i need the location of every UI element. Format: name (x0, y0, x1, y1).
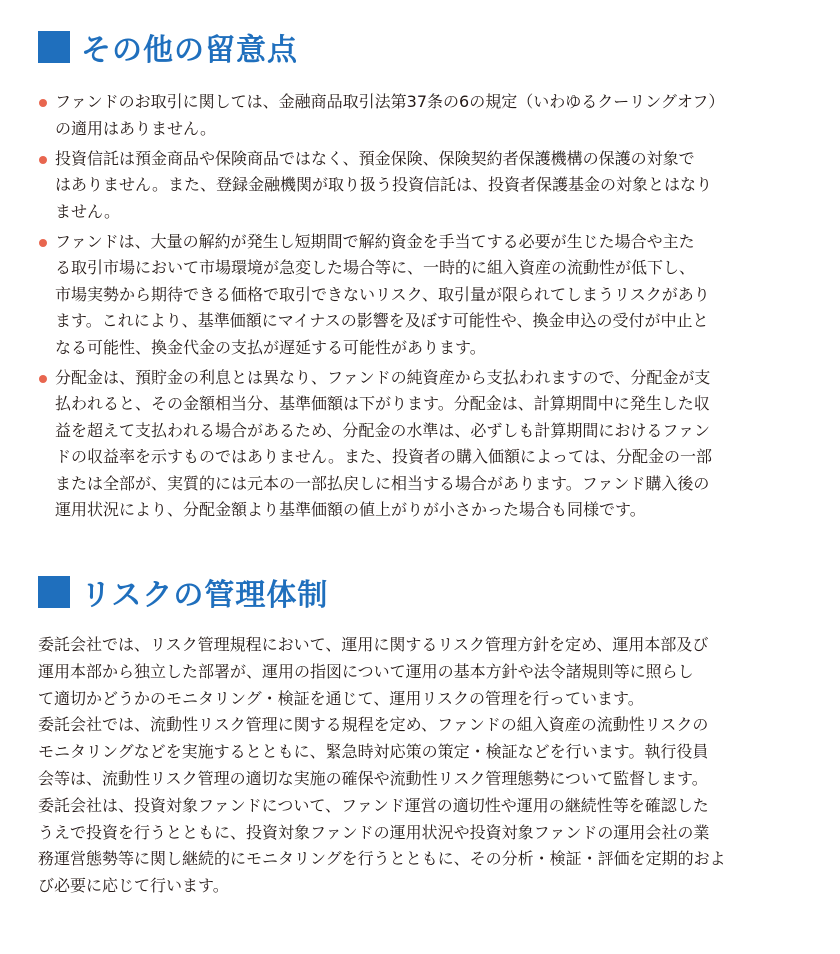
text-line: 益を超えて支払われる場合があるため、分配金の水準は、必ずしも計算期間におけるファン (55, 420, 711, 440)
text-line: 運用本部から独立した部署が、運用の指図について運用の基本方針や法令諸規則等に照らし (38, 661, 694, 681)
paragraph (38, 632, 808, 712)
text-line: ファンドは、大量の解約が発生し短期間で解約資金を手当てする必要が生じた場合や主た (55, 231, 695, 251)
list-item (38, 229, 798, 362)
text-line: 委託会社では、流動性リスク管理に関する規程を定め、ファンドの組入資産の流動性リスクの (38, 715, 709, 735)
list-item (38, 146, 798, 226)
text-line: 委託会社では、リスク管理規程において、運用に関するリスク管理方針を定め、運用本部及び (38, 635, 709, 654)
heading-square-icon (38, 576, 70, 608)
text-line: 払われると、その金額相当分、基準価額は下がります。分配金は、計算期間中に発生した収 (55, 394, 710, 413)
text-line: ドの収益率を示すものではありません。また、投資者の購入価額によっては、分配金の一部 (55, 447, 712, 466)
paragraph (38, 793, 808, 900)
text-line: 市場実勢から期待できる価格で取引できないリスク、取引量が限られてしまうリスクがあり (55, 284, 710, 304)
bullet-dot-icon (39, 99, 47, 107)
text-line: 分配金は、預貯金の利息とは異なり、ファンドの純資産から支払われますので、分配金が支 (55, 367, 711, 387)
list-item (38, 89, 798, 142)
text-line: ファンドのお取引に関しては、金融商品取引法第37条の6の規定（いわゆるクーリングオフ） (55, 92, 725, 111)
section-heading-risk-management (38, 572, 328, 612)
text-line: の適用はありません。 (55, 118, 216, 138)
text-line: なる可能性、換金代金の支払が遅延する可能性があります。 (55, 337, 486, 357)
text-line: 会等は、流動性リスク管理の適切な実施の確保や流動性リスク管理態勢について監督します。 (38, 768, 708, 788)
text-line: 委託会社は、投資対象ファンドについて、ファンド運営の適切性や運用の継続性等を確認した (38, 795, 709, 815)
text-line: び必要に応じて行います。 (38, 876, 229, 896)
bullet-dot-icon (39, 239, 47, 247)
bullet-dot-icon (39, 375, 47, 383)
heading-title: その他の留意点 (81, 33, 298, 68)
risk-management-body (38, 632, 808, 900)
notes-list (38, 89, 798, 527)
list-item (38, 365, 798, 524)
heading-square-icon (38, 31, 70, 63)
section-heading-other-notes (38, 27, 298, 67)
text-line: はありません。また、登録金融機関が取り扱う投資信託は、投資者保護基金の対象とはなり (55, 175, 712, 194)
text-line: る取引市場において市場環境が急変した場合等に、一時的に組入資産の流動性が低下し、 (55, 258, 696, 277)
text-line: 投資信託は預金商品や保険商品ではなく、預金保険、保険契約者保護機構の保護の対象で (55, 148, 695, 168)
text-line: うえで投資を行うとともに、投資対象ファンドの運用状況や投資対象ファンドの運用会社の業 (38, 822, 710, 842)
text-line: モニタリングなどを実施するとともに、緊急時対応策の策定・検証などを行います。執行役員 (38, 742, 709, 762)
text-line: または全部が、実質的には元本の一部払戻しに相当する場合があります。ファンド購入後の (55, 473, 710, 493)
heading-title: リスクの管理体制 (81, 578, 329, 613)
bullet-dot-icon (39, 156, 47, 164)
text-line: 運用状況により、分配金額より基準価額の値上がりが小さかった場合も同様です。 (55, 500, 646, 519)
text-line: ません。 (55, 201, 120, 221)
text-line: 務運営態勢等に関し継続的にモニタリングを行うとともに、その分析・検証・評価を定期的およ (38, 849, 726, 869)
paragraph (38, 712, 808, 792)
text-line: ます。これにより、基準価額にマイナスの影響を及ぼす可能性や、換金申込の受付が中止と (55, 311, 709, 330)
text-line: て適切かどうかのモニタリング・検証を通じて、運用リスクの管理を行っています。 (38, 688, 644, 708)
